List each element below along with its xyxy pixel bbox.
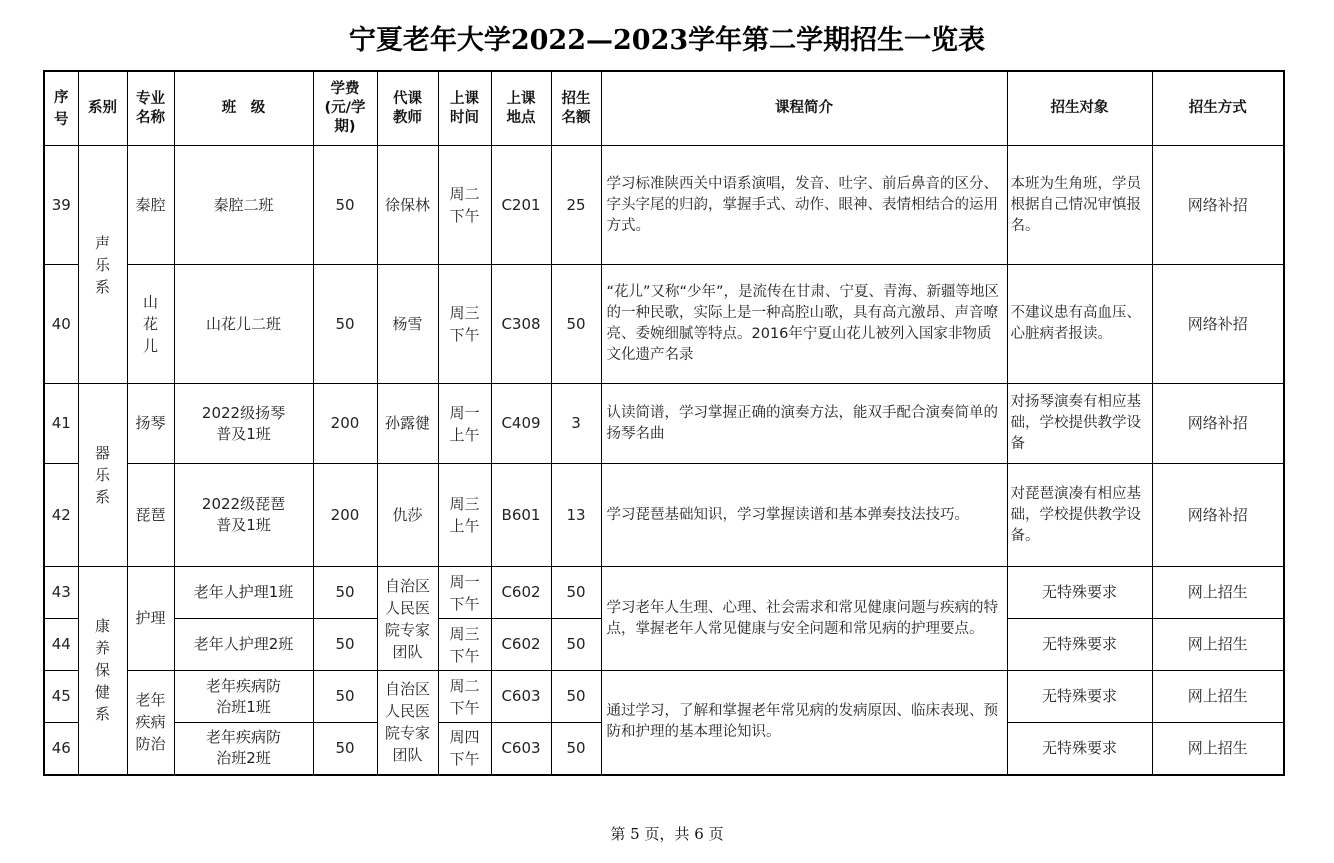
intro-cell: 学习标准陕西关中语系演唱，发音、吐字、前后鼻音的区分、字头字尾的归韵，掌握手式、动作、眼神、表情相结合的运用方式。 [601, 146, 1007, 265]
teacher-cell: 仇莎 [377, 464, 438, 567]
quota-cell: 13 [551, 464, 601, 567]
table-row [44, 567, 1284, 619]
target-cell: 无特殊要求 [1007, 723, 1152, 775]
teacher-cell: 孙露徤 [377, 384, 438, 464]
method-cell: 网上招生 [1152, 619, 1284, 671]
fee-cell: 50 [313, 265, 377, 384]
major-cell: 琵琶 [127, 464, 174, 567]
target-cell: 不建议患有高血压、心脏病者报读。 [1007, 265, 1152, 384]
class-cell: 2022级琵琶普及1班 [174, 464, 313, 567]
seq-cell: 46 [44, 723, 78, 775]
method-cell: 网上招生 [1152, 567, 1284, 619]
seq-cell: 42 [44, 464, 78, 567]
table-row [44, 265, 1284, 384]
major-cell: 山花儿 [127, 265, 174, 384]
place-cell: B601 [491, 464, 551, 567]
intro-cell: 学习琵琶基础知识，学习掌握读谱和基本弹奏技法技巧。 [601, 464, 1007, 567]
time-cell: 周三下午 [438, 265, 491, 384]
header-class: 班 级 [174, 71, 313, 146]
header-method: 招生方式 [1152, 71, 1284, 146]
class-cell: 2022级扬琴普及1班 [174, 384, 313, 464]
time-cell: 周三上午 [438, 464, 491, 567]
intro-cell: 认读简谱，学习掌握正确的演奏方法，能双手配合演奏简单的扬琴名曲 [601, 384, 1007, 464]
intro-cell: “花儿”又称“少年”，是流传在甘肃、宁夏、青海、新疆等地区的一种民歌，实际上是一种高腔山歌，具有高亢激昂、声音嘹亮、委婉细腻等特点。2016年宁夏山花儿被列入国家非物质文化遗产名录 [601, 265, 1007, 384]
table-row [44, 384, 1284, 464]
class-cell: 老年人护理1班 [174, 567, 313, 619]
header-teacher: 代课教师 [377, 71, 438, 146]
intro-cell: 学习老年人生理、心理、社会需求和常见健康问题与疾病的特点，掌握老年人常见健康与安全问题和常见病的护理要点。 [601, 567, 1007, 671]
quota-cell: 25 [551, 146, 601, 265]
table-row [44, 146, 1284, 265]
target-cell: 无特殊要求 [1007, 671, 1152, 723]
quota-cell: 50 [551, 265, 601, 384]
time-cell: 周一上午 [438, 384, 491, 464]
fee-cell: 50 [313, 146, 377, 265]
place-cell: C409 [491, 384, 551, 464]
target-cell: 无特殊要求 [1007, 619, 1152, 671]
class-cell: 山花儿二班 [174, 265, 313, 384]
major-cell: 扬琴 [127, 384, 174, 464]
place-cell: C603 [491, 723, 551, 775]
quota-cell: 3 [551, 384, 601, 464]
seq-cell: 40 [44, 265, 78, 384]
target-cell: 对琵琶演凑有相应基础，学校提供教学设备。 [1007, 464, 1152, 567]
target-cell: 无特殊要求 [1007, 567, 1152, 619]
header-row [44, 71, 1284, 146]
method-cell: 网络补招 [1152, 464, 1284, 567]
major-cell: 秦腔 [127, 146, 174, 265]
class-cell: 老年人护理2班 [174, 619, 313, 671]
header-quota: 招生名额 [551, 71, 601, 146]
header-seq: 序号 [44, 71, 78, 146]
method-cell: 网上招生 [1152, 723, 1284, 775]
teacher-cell: 杨雪 [377, 265, 438, 384]
seq-cell: 43 [44, 567, 78, 619]
dept-cell: 康养保健系 [78, 567, 127, 775]
quota-cell: 50 [551, 567, 601, 619]
table-row [44, 671, 1284, 723]
place-cell: C602 [491, 567, 551, 619]
time-cell: 周四下午 [438, 723, 491, 775]
page-footer: 第 5 页，共 6 页 [610, 825, 724, 843]
enrollment-table [43, 70, 1285, 776]
table-row [44, 464, 1284, 567]
method-cell: 网络补招 [1152, 265, 1284, 384]
target-cell: 对扬琴演奏有相应基础，学校提供教学设备 [1007, 384, 1152, 464]
place-cell: C603 [491, 671, 551, 723]
dept-cell: 器乐系 [78, 384, 127, 567]
header-fee: 学费(元/学期) [313, 71, 377, 146]
class-cell: 老年疾病防治班1班 [174, 671, 313, 723]
fee-cell: 200 [313, 464, 377, 567]
fee-cell: 50 [313, 671, 377, 723]
place-cell: C201 [491, 146, 551, 265]
major-cell: 护理 [127, 567, 174, 671]
target-cell: 本班为生角班，学员根据自己情况审慎报名。 [1007, 146, 1152, 265]
header-intro: 课程简介 [601, 71, 1007, 146]
page-title: 宁夏老年大学2022—2023学年第二学期招生一览表 [348, 25, 986, 56]
fee-cell: 50 [313, 567, 377, 619]
header-time: 上课时间 [438, 71, 491, 146]
time-cell: 周三下午 [438, 619, 491, 671]
seq-cell: 39 [44, 146, 78, 265]
fee-cell: 50 [313, 619, 377, 671]
quota-cell: 50 [551, 723, 601, 775]
fee-cell: 200 [313, 384, 377, 464]
class-cell: 老年疾病防治班2班 [174, 723, 313, 775]
header-major: 专业名称 [127, 71, 174, 146]
teacher-cell: 徐保林 [377, 146, 438, 265]
quota-cell: 50 [551, 619, 601, 671]
fee-cell: 50 [313, 723, 377, 775]
place-cell: C602 [491, 619, 551, 671]
quota-cell: 50 [551, 671, 601, 723]
method-cell: 网络补招 [1152, 384, 1284, 464]
teacher-cell: 自治区人民医院专家团队 [377, 567, 438, 671]
header-place: 上课地点 [491, 71, 551, 146]
header-target: 招生对象 [1007, 71, 1152, 146]
time-cell: 周二下午 [438, 671, 491, 723]
seq-cell: 45 [44, 671, 78, 723]
major-cell: 老年疾病防治 [127, 671, 174, 775]
place-cell: C308 [491, 265, 551, 384]
method-cell: 网络补招 [1152, 146, 1284, 265]
method-cell: 网上招生 [1152, 671, 1284, 723]
intro-cell: 通过学习，了解和掌握老年常见病的发病原因、临床表现、预防和护理的基本理论知识。 [601, 671, 1007, 775]
seq-cell: 41 [44, 384, 78, 464]
time-cell: 周一下午 [438, 567, 491, 619]
seq-cell: 44 [44, 619, 78, 671]
time-cell: 周二下午 [438, 146, 491, 265]
teacher-cell: 自治区人民医院专家团队 [377, 671, 438, 775]
header-dept: 系别 [78, 71, 127, 146]
class-cell: 秦腔二班 [174, 146, 313, 265]
dept-cell: 声乐系 [78, 146, 127, 384]
